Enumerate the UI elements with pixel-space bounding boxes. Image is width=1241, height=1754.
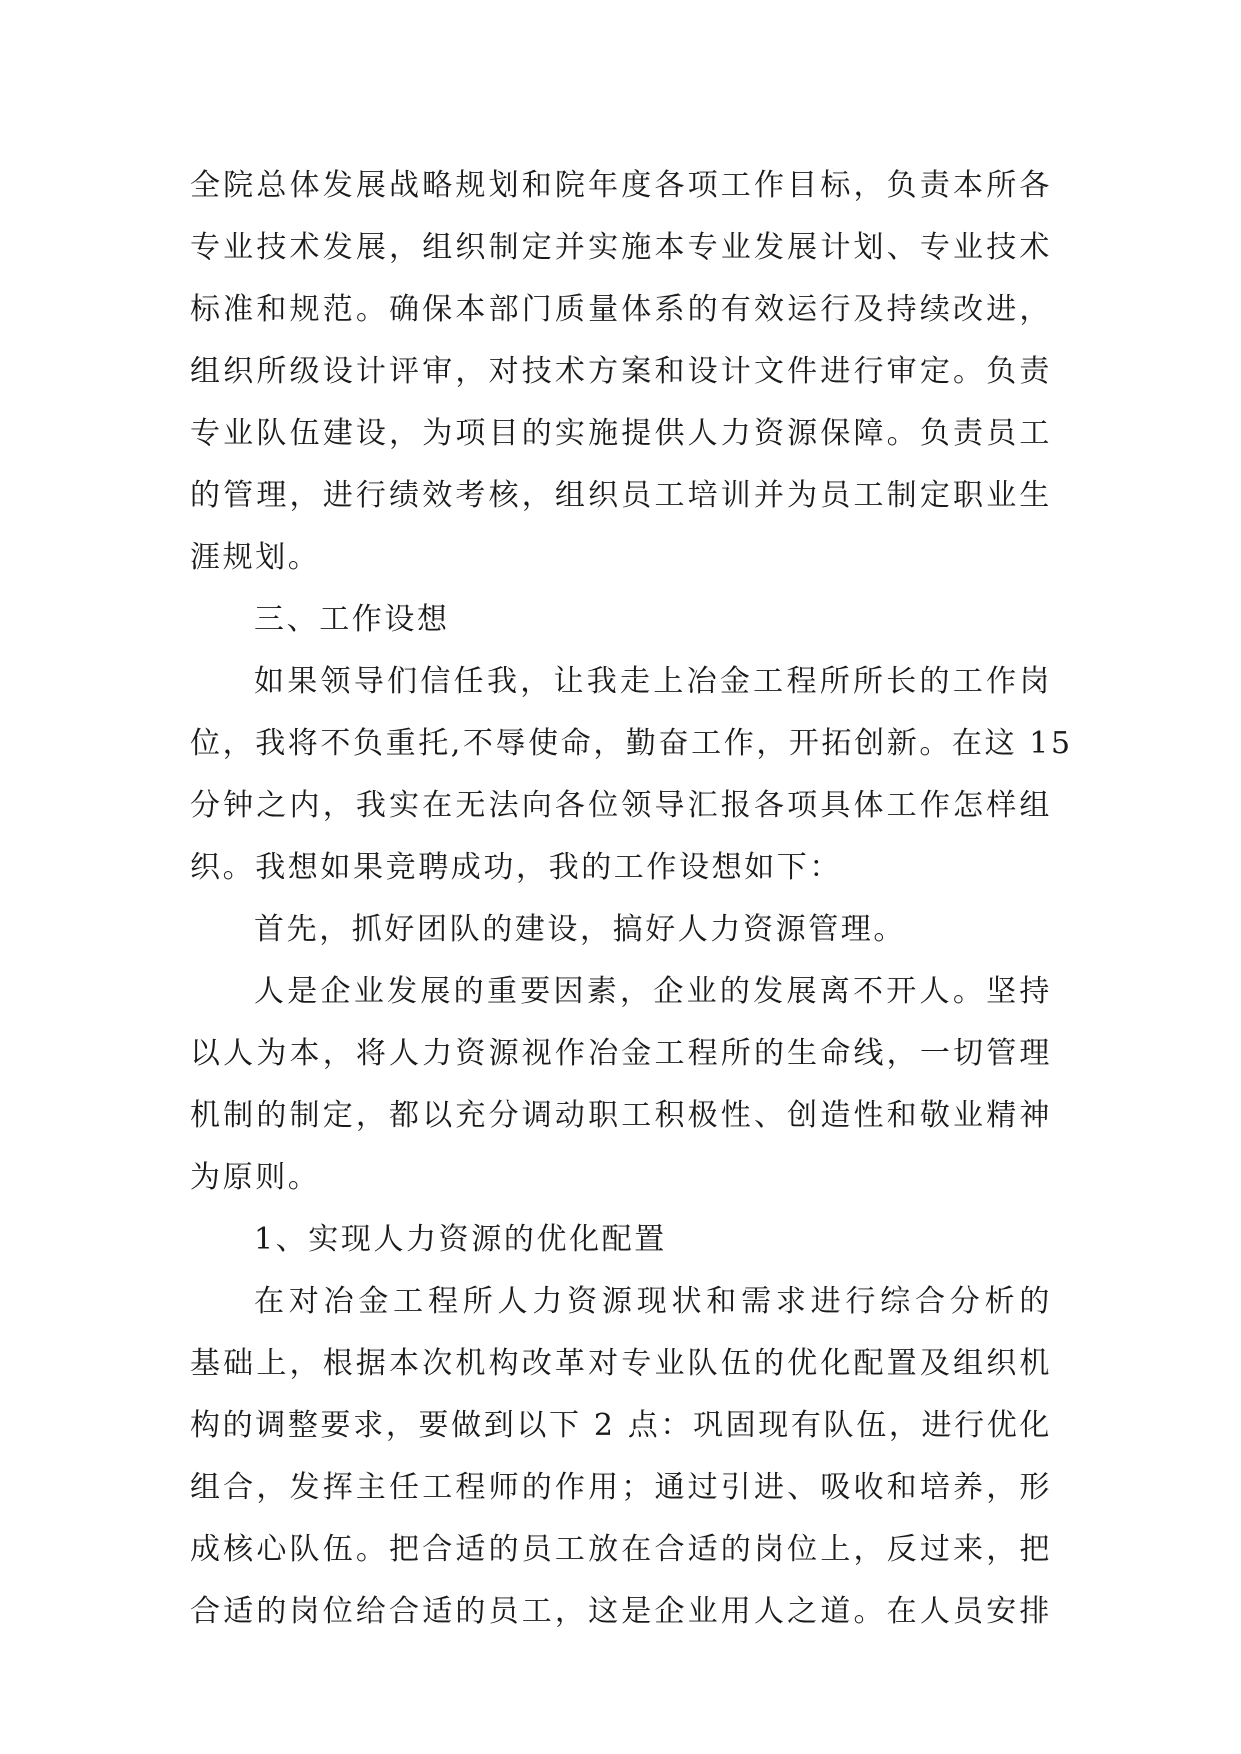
text-line: 位，我将不负重托,不辱使命，勤奋工作，开拓创新。在这 15 <box>190 726 1073 761</box>
text-line: 首先，抓好团队的建设，搞好人力资源管理。 <box>254 912 906 947</box>
text-line: 专业队伍建设，为项目的实施提供人力资源保障。负责员工 <box>190 416 1052 451</box>
text-line: 为原则。 <box>190 1160 321 1195</box>
text-line: 成核心队伍。把合适的员工放在合适的岗位上，反过来，把 <box>190 1532 1052 1567</box>
text-line: 基础上，根据本次机构改革对专业队伍的优化配置及组织机 <box>190 1346 1052 1381</box>
document-page <box>190 155 1073 1643</box>
text-line: 组合，发挥主任工程师的作用；通过引进、吸收和培养，形 <box>190 1470 1052 1505</box>
section-heading: 三、工作设想 <box>254 602 450 637</box>
text-line: 合适的岗位给合适的员工，这是企业用人之道。在人员安排 <box>190 1594 1052 1629</box>
text-line: 机制的制定，都以充分调动职工积极性、创造性和敬业精神 <box>190 1098 1052 1133</box>
text-line: 涯规划。 <box>190 540 321 575</box>
text-line: 在对冶金工程所人力资源现状和需求进行综合分析的 <box>254 1284 1052 1319</box>
text-line: 全院总体发展战略规划和院年度各项工作目标，负责本所各 <box>190 168 1052 203</box>
text-line: 构的调整要求，要做到以下 2 点：巩固现有队伍，进行优化 <box>190 1408 1052 1443</box>
text-line: 专业技术发展，组织制定并实施本专业发展计划、专业技术 <box>190 230 1052 265</box>
text-line: 标准和规范。确保本部门质量体系的有效运行及持续改进， <box>190 292 1052 327</box>
text-line: 分钟之内，我实在无法向各位领导汇报各项具体工作怎样组 <box>190 788 1052 823</box>
text-line: 人是企业发展的重要因素，企业的发展离不开人。坚持 <box>254 974 1052 1009</box>
text-line: 的管理，进行绩效考核，组织员工培训并为员工制定职业生 <box>190 478 1052 513</box>
subsection-heading: 1、实现人力资源的优化配置 <box>254 1222 667 1257</box>
text-line: 织。我想如果竞聘成功，我的工作设想如下： <box>190 850 842 885</box>
text-line: 如果领导们信任我，让我走上冶金工程所所长的工作岗 <box>254 664 1052 699</box>
text-line: 组织所级设计评审，对技术方案和设计文件进行审定。负责 <box>190 354 1052 389</box>
text-line: 以人为本，将人力资源视作冶金工程所的生命线，一切管理 <box>190 1036 1052 1071</box>
